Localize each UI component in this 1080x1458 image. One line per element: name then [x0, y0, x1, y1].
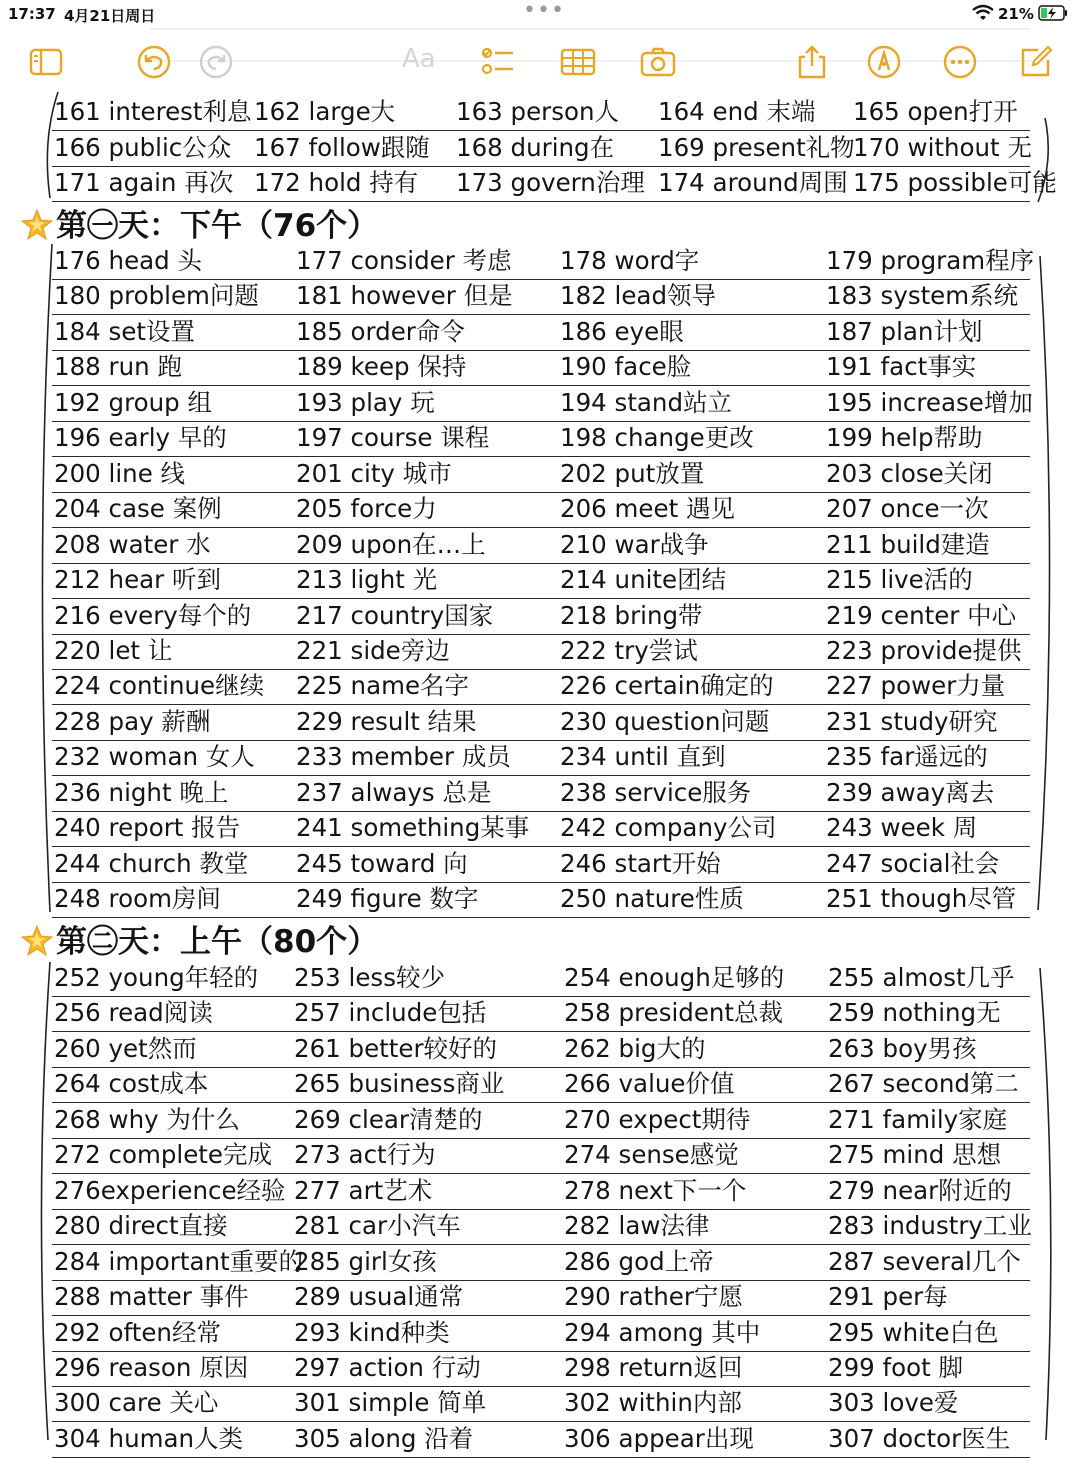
word-entry: 236 night 晚上: [54, 777, 229, 807]
word-entry: 173 govern治理: [456, 168, 645, 197]
word-entry: 275 mind 思想: [828, 1140, 1002, 1170]
word-entry: 265 business商业: [294, 1069, 505, 1099]
word-entry: 174 around周围: [658, 168, 848, 197]
word-entry: 171 again 再次: [54, 168, 234, 197]
word-entry: 298 return返回: [564, 1352, 743, 1382]
word-entry: 219 center 中心: [826, 600, 1017, 630]
word-entry: 301 simple 简单: [294, 1388, 487, 1418]
word-entry: 231 study研究: [826, 706, 998, 736]
word-entry: 303 love爱: [828, 1388, 959, 1418]
word-entry: 280 direct直接: [54, 1211, 228, 1241]
word-entry: 235 far遥远的: [826, 742, 988, 772]
word-entry: 273 act行为: [294, 1140, 436, 1170]
word-entry: 257 include包括: [294, 998, 487, 1028]
word-entry: 223 provide提供: [826, 635, 1022, 665]
status-time: 17:37: [8, 5, 56, 23]
word-entry: 182 lead领导: [560, 281, 716, 311]
word-entry: 225 name名字: [296, 671, 470, 701]
word-entry: 167 follow跟随: [254, 132, 430, 162]
word-entry: 177 consider 考虑: [296, 246, 512, 275]
word-entry: 206 meet 遇见: [560, 494, 735, 524]
word-entry: 299 foot 脚: [828, 1352, 964, 1382]
word-entry: 296 reason 原因: [54, 1352, 249, 1382]
word-entry: 243 week 周: [826, 813, 978, 843]
word-entry: 176 head 头: [54, 246, 203, 275]
word-entry: 237 always 总是: [296, 777, 492, 807]
word-entry: 199 help帮助: [826, 423, 983, 453]
word-entry: 191 fact事实: [826, 352, 977, 382]
word-entry: 238 service服务: [560, 777, 752, 807]
word-entry: 295 white白色: [828, 1317, 999, 1347]
word-entry: 307 doctor医生: [828, 1423, 1011, 1453]
word-entry: 185 order命令: [296, 316, 465, 346]
word-entry: 266 value价值: [564, 1069, 735, 1099]
word-entry: 192 group 组: [54, 387, 212, 417]
word-entry: 294 among 其中: [564, 1317, 761, 1347]
word-entry: 198 change更改: [560, 423, 754, 453]
word-entry: 180 problem问题: [54, 281, 259, 311]
word-entry: 207 once一次: [826, 494, 989, 524]
word-entry: 210 war战争: [560, 529, 709, 559]
word-entry: 260 yet然而: [54, 1033, 197, 1063]
word-entry: 163 person人: [456, 97, 620, 126]
word-entry: 201 city 城市: [296, 458, 452, 488]
word-entry: 222 try尝试: [560, 635, 698, 665]
section-title: 第㊁天：上午（80个）: [56, 924, 379, 960]
word-entry: 300 care 关心: [54, 1388, 219, 1418]
word-entry: 166 public公众: [54, 132, 232, 162]
word-entry: 184 set设置: [54, 316, 195, 346]
word-entry: 208 water 水: [54, 529, 211, 559]
word-entry: 239 away离去: [826, 777, 995, 807]
word-entry: 262 big大的: [564, 1033, 706, 1063]
word-entry: 190 face脸: [560, 352, 692, 382]
word-entry: 215 live活的: [826, 565, 973, 595]
word-entry: 261 better较好的: [294, 1033, 498, 1063]
word-entry: 205 force力: [296, 494, 437, 524]
word-entry: 245 toward 向: [296, 848, 468, 878]
word-entry: 248 room房间: [54, 884, 221, 914]
word-entry: 297 action 行动: [294, 1352, 481, 1382]
word-entry: 220 let 让: [54, 635, 173, 665]
word-entry: 279 near附近的: [828, 1175, 1012, 1205]
word-entry: 285 girl女孩: [294, 1246, 437, 1276]
word-entry: 196 early 早的: [54, 423, 227, 453]
word-entry: 305 along 沿着: [294, 1423, 474, 1453]
word-entry: 202 put放置: [560, 458, 705, 488]
word-entry: 264 cost成本: [54, 1069, 209, 1099]
word-entry: 203 close关闭: [826, 458, 993, 488]
word-entry: 304 human人类: [54, 1423, 244, 1453]
status-date: 4月21日周日: [64, 7, 156, 25]
section-title: 第㊀天：下午（76个）: [56, 208, 379, 244]
word-entry: 189 keep 保持: [296, 352, 467, 382]
word-entry: 252 young年轻的: [54, 963, 259, 992]
word-entry: 200 line 线: [54, 458, 186, 488]
word-entry: 230 question问题: [560, 706, 770, 736]
word-entry: 281 car小汽车: [294, 1211, 461, 1241]
word-entry: 258 president总裁: [564, 998, 784, 1028]
word-entry: 291 per每: [828, 1282, 948, 1312]
word-entry: 282 law法律: [564, 1211, 710, 1241]
word-entry: 242 company公司: [560, 813, 777, 843]
word-entry: 255 almost几乎: [828, 963, 1015, 992]
word-entry: 172 hold 持有: [254, 168, 419, 197]
word-entry: 214 unite团结: [560, 565, 727, 595]
word-entry: 251 though尽管: [826, 884, 1017, 914]
word-entry: 306 appear出现: [564, 1423, 754, 1453]
bracket-left-section1: [42, 244, 52, 912]
text-format-button[interactable]: Aa: [402, 44, 436, 74]
word-entry: 188 run 跑: [54, 352, 182, 382]
word-entry: 253 less较少: [294, 963, 445, 992]
word-entry: 209 upon在…上: [296, 529, 486, 559]
word-entry: 226 certain确定的: [560, 671, 774, 701]
word-entry: 278 next下一个: [564, 1175, 747, 1205]
word-entry: 204 case 案例: [54, 494, 222, 524]
word-entry: 168 during在: [456, 132, 615, 162]
word-entry: 165 open打开: [853, 97, 1018, 126]
word-entry: 186 eye眼: [560, 316, 684, 346]
word-entry: 269 clear清楚的: [294, 1104, 483, 1134]
word-entry: 270 expect期待: [564, 1104, 751, 1134]
word-entry: 164 end 末端: [658, 97, 816, 126]
word-entry: 234 until 直到: [560, 742, 726, 772]
word-entry: 229 result 结果: [296, 706, 477, 736]
word-entry: 271 family家庭: [828, 1104, 1008, 1134]
word-entry: 268 why 为什么: [54, 1104, 240, 1134]
word-entry: 233 member 成员: [296, 742, 511, 772]
word-entry: 263 boy男孩: [828, 1033, 977, 1063]
word-entry: 287 several几个: [828, 1246, 1021, 1276]
word-entry: 227 power力量: [826, 671, 1006, 701]
word-entry: 181 however 但是: [296, 281, 513, 311]
word-entry: 194 stand站立: [560, 387, 733, 417]
word-entry: 250 nature性质: [560, 884, 744, 914]
word-entry: 272 complete完成: [54, 1140, 272, 1170]
word-entry: 288 matter 事件: [54, 1282, 249, 1312]
word-entry: 216 every每个的: [54, 600, 252, 630]
word-entry: 197 course 课程: [296, 423, 490, 453]
bracket-left-section2: [41, 962, 50, 1440]
word-entry: 302 within内部: [564, 1388, 742, 1418]
word-entry: 276experience经验: [54, 1175, 286, 1205]
word-entry: 221 side旁边: [296, 635, 450, 665]
word-entry: 267 second第二: [828, 1069, 1019, 1099]
word-entry: 169 present礼物: [658, 132, 855, 162]
word-entry: 247 social社会: [826, 848, 1000, 878]
bracket-right-top: [1038, 118, 1048, 202]
word-entry: 249 figure 数字: [296, 884, 479, 914]
bracket-right-section2: [1040, 968, 1051, 1440]
word-entry: 179 program程序: [826, 246, 1035, 275]
bracket-left-top: [47, 92, 58, 198]
word-entry: 293 kind种类: [294, 1317, 450, 1347]
word-entry: 292 often经常: [54, 1317, 221, 1347]
word-entry: 183 system系统: [826, 281, 1019, 311]
word-entry: 246 start开始: [560, 848, 721, 878]
word-entry: 224 continue继续: [54, 671, 265, 701]
word-entry: 213 light 光: [296, 565, 438, 595]
word-entry: 286 god上帝: [564, 1246, 714, 1276]
word-entry: 187 plan计划: [826, 316, 983, 346]
word-entry: 170 without 无: [853, 132, 1032, 162]
multitasking-dots[interactable]: •••: [523, 0, 565, 23]
word-entry: 193 play 玩: [296, 387, 435, 417]
word-entry: 212 hear 听到: [54, 565, 222, 595]
word-entry: 218 bring带: [560, 600, 703, 630]
word-entry: 162 large大: [254, 97, 396, 126]
word-entry: 284 important重要的: [54, 1246, 304, 1276]
word-entry: 244 church 教堂: [54, 848, 249, 878]
word-entry: 211 build建造: [826, 529, 990, 559]
word-entry: 195 increase增加: [826, 387, 1033, 417]
word-entry: 274 sense感觉: [564, 1140, 739, 1170]
word-entry: 240 report 报告: [54, 813, 241, 843]
word-entry: 289 usual通常: [294, 1282, 464, 1312]
word-entry: 290 rather宁愿: [564, 1282, 743, 1312]
word-entry: 228 pay 薪酬: [54, 706, 211, 736]
word-entry: 256 read阅读: [54, 998, 213, 1028]
word-entry: 241 something某事: [296, 813, 530, 843]
battery-percentage: 21%: [998, 5, 1034, 23]
word-entry: 178 word字: [560, 246, 700, 275]
word-entry: 161 interest利息: [54, 97, 252, 126]
word-entry: 283 industry工业: [828, 1211, 1032, 1241]
word-entry: 217 country国家: [296, 600, 494, 630]
word-entry: 277 art艺术: [294, 1175, 433, 1205]
word-entry: 232 woman 女人: [54, 742, 255, 772]
bracket-right-section1: [1038, 256, 1050, 910]
word-entry: 175 possible可能: [853, 168, 1057, 197]
word-entry: 254 enough足够的: [564, 963, 785, 992]
word-entry: 259 nothing无: [828, 998, 1001, 1028]
